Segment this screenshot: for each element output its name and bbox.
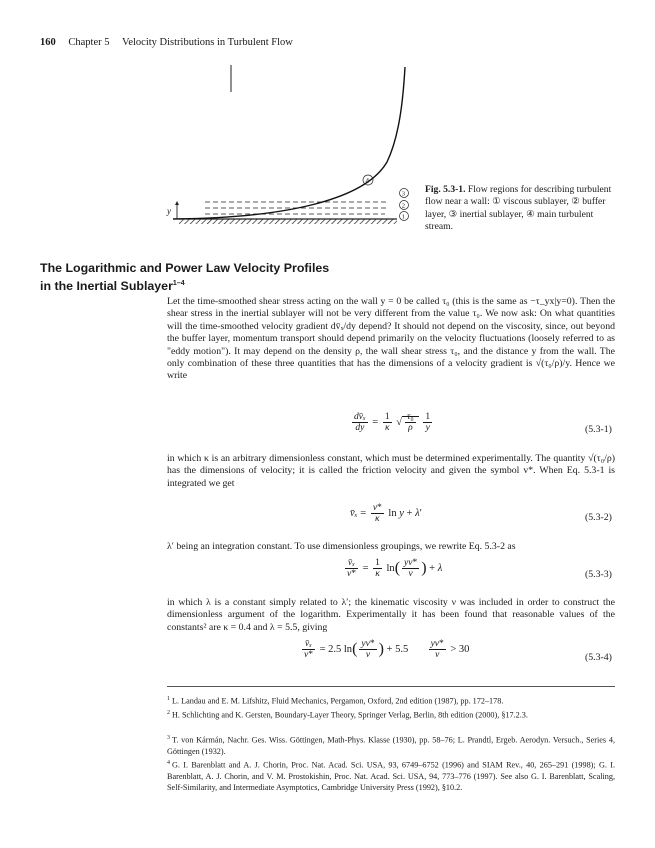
region-label-2: 2 bbox=[401, 202, 405, 210]
footnote-1: $^1$ L. Landau and E. M. Lifshitz, Fluid Mechanics, Pergamon, Oxford, 2nd edition (1987), pp. 172–178. bbox=[167, 696, 504, 706]
velocity-profile-curve bbox=[173, 67, 405, 219]
region-label-1: 1 bbox=[401, 213, 405, 221]
equation-condition: > 30 bbox=[450, 643, 470, 655]
section-title-line-2: in the Inertial Sublayer$^{1-4}$ bbox=[40, 279, 185, 294]
chapter-title: Velocity Distributions in Turbulent Flow bbox=[121, 37, 293, 48]
equation-5-3-3: $\frac{\text{v̄ₓ}}{v*}$ = $\frac{1}{\kappa}$ ln( $\frac{yv*}{\nu}$ ) + λ bbox=[347, 558, 443, 579]
paragraph-2: in which κ is an arbitrary dimensionless constant, which must be determined experimentally. The quantity √(τ₀/ρ) has the dimensions of velocity; it is called the friction velocity and given the symbol v*. When Eq. 5.3-1 is integrated we get bbox=[167, 453, 615, 489]
caption-label: Fig. 5.3-1. bbox=[425, 184, 466, 195]
footnote-2: $^2$ H. Schlichting and K. Gersten, Boundary-Layer Theory, Springer Verlag, Berlin, 8th edition (2000), §17.2.3. bbox=[167, 710, 528, 720]
paragraph-3: λ′ being an integration constant. To use dimensionless groupings, we rewrite Eq. 5.3-2 as bbox=[167, 541, 516, 552]
equation-number-5-3-1: (5.3-1) bbox=[585, 424, 612, 435]
section-title-refs: 1–4 bbox=[172, 280, 185, 287]
paragraph-4: in which λ is a constant simply related to λ′; the kinematic viscosity ν was included in order to construct the dimensionless argument of the logarithm. Experimentally it has been found that reasonable values of the constants² are κ = 0.4 and λ = 5.5, giving bbox=[167, 597, 615, 633]
chapter-label: Chapter 5 bbox=[68, 37, 110, 48]
section-title bbox=[40, 261, 600, 294]
paragraph-1: Let the time-smoothed shear stress acting on the wall y = 0 be called τ₀ (this is the same as −τ_yx|y=0). Then the shear stress in the inertial sublayer will not be very different from the value τ₀. We now ask: On what quantities will the time-smoothed velocity gradient dv̄ₓ/dy depend? It should not depend on the viscosity, since, out beyond the buffer layer, momentum transport should depend primarily on the velocity fluctuations (loosely referred to as "eddy motion"). It may depend on the density ρ, the wall shear stress τ₀, and the distance y from the wall. The only combination of these three quantities that has the dimensions of a velocity gradient is √(τ₀/ρ)/y. Hence we write bbox=[167, 296, 615, 382]
equation-constant-2: 5.5 bbox=[395, 643, 409, 655]
equation-number-5-3-2: (5.3-2) bbox=[585, 512, 612, 523]
caption-text: Flow regions for describing turbulent flow near a wall: ① viscous sublayer, ② buffer layer, ③ inertial sublayer, ④ main turbulent stream. bbox=[425, 184, 612, 233]
equation-5-3-4: $\frac{\text{v̄ₓ}}{v*}$ = 2.5 ln( $\frac{yv*}{\nu}$ ) + 5.5 $\frac{yv*}{\nu}$ > 30 bbox=[304, 639, 470, 660]
footnote-rule bbox=[167, 686, 615, 687]
equation-5-3-2: v̄ₓ = $\frac{v*}{\kappa}$ ln y + λ′ bbox=[350, 503, 422, 524]
region-label-4: 4 bbox=[365, 177, 369, 185]
flow-regions-figure bbox=[165, 62, 425, 242]
region-label-3: 3 bbox=[401, 190, 405, 198]
equation-constant-1: 2.5 bbox=[328, 643, 342, 655]
equation-number-5-3-3: (5.3-3) bbox=[585, 569, 612, 580]
wall-hatching bbox=[179, 219, 397, 224]
section-title-line-1: The Logarithmic and Power Law Velocity Profiles bbox=[40, 261, 330, 275]
running-header bbox=[40, 37, 293, 48]
figure-drawing bbox=[165, 62, 425, 242]
y-axis-label: y bbox=[167, 206, 171, 216]
footnote-3: $^3$ T. von Kármán, Nachr. Ges. Wiss. Göttingen, Math-Phys. Klasse (1930), pp. 58–76; L. Prandtl, Ergeb. Aerodyn. Versuch., Series 4, Göttingen (1932). bbox=[167, 735, 615, 756]
equation-number-5-3-4: (5.3-4) bbox=[585, 652, 612, 663]
equation-5-3-1: $\frac{\text{dv̄ₓ}}{dy}$ = $\frac{1}{\kappa}$ √ $\frac{\text{τ₀}}{\rho}$ $\frac{1}{y}$ bbox=[354, 412, 431, 433]
footnote-4: $^4$ G. I. Barenblatt and A. J. Chorin, Proc. Nat. Acad. Sci. USA, 93, 6749–6752 (1996) and SIAM Rev., 40, 265–291 (1998); G. I. Barenblatt, A. J. Chorin, and V. M. Prostokishin, Proc. Nat. Acad. Sci. USA, 94, 773–776 (1997). See also G. I. Barenblatt, Scaling, Self-Similarity, and Intermediate Asymptotics, Cambridge University Press (1992), §10.2. bbox=[167, 760, 615, 792]
figure-caption bbox=[425, 184, 620, 234]
page-number: 160 bbox=[40, 37, 56, 48]
